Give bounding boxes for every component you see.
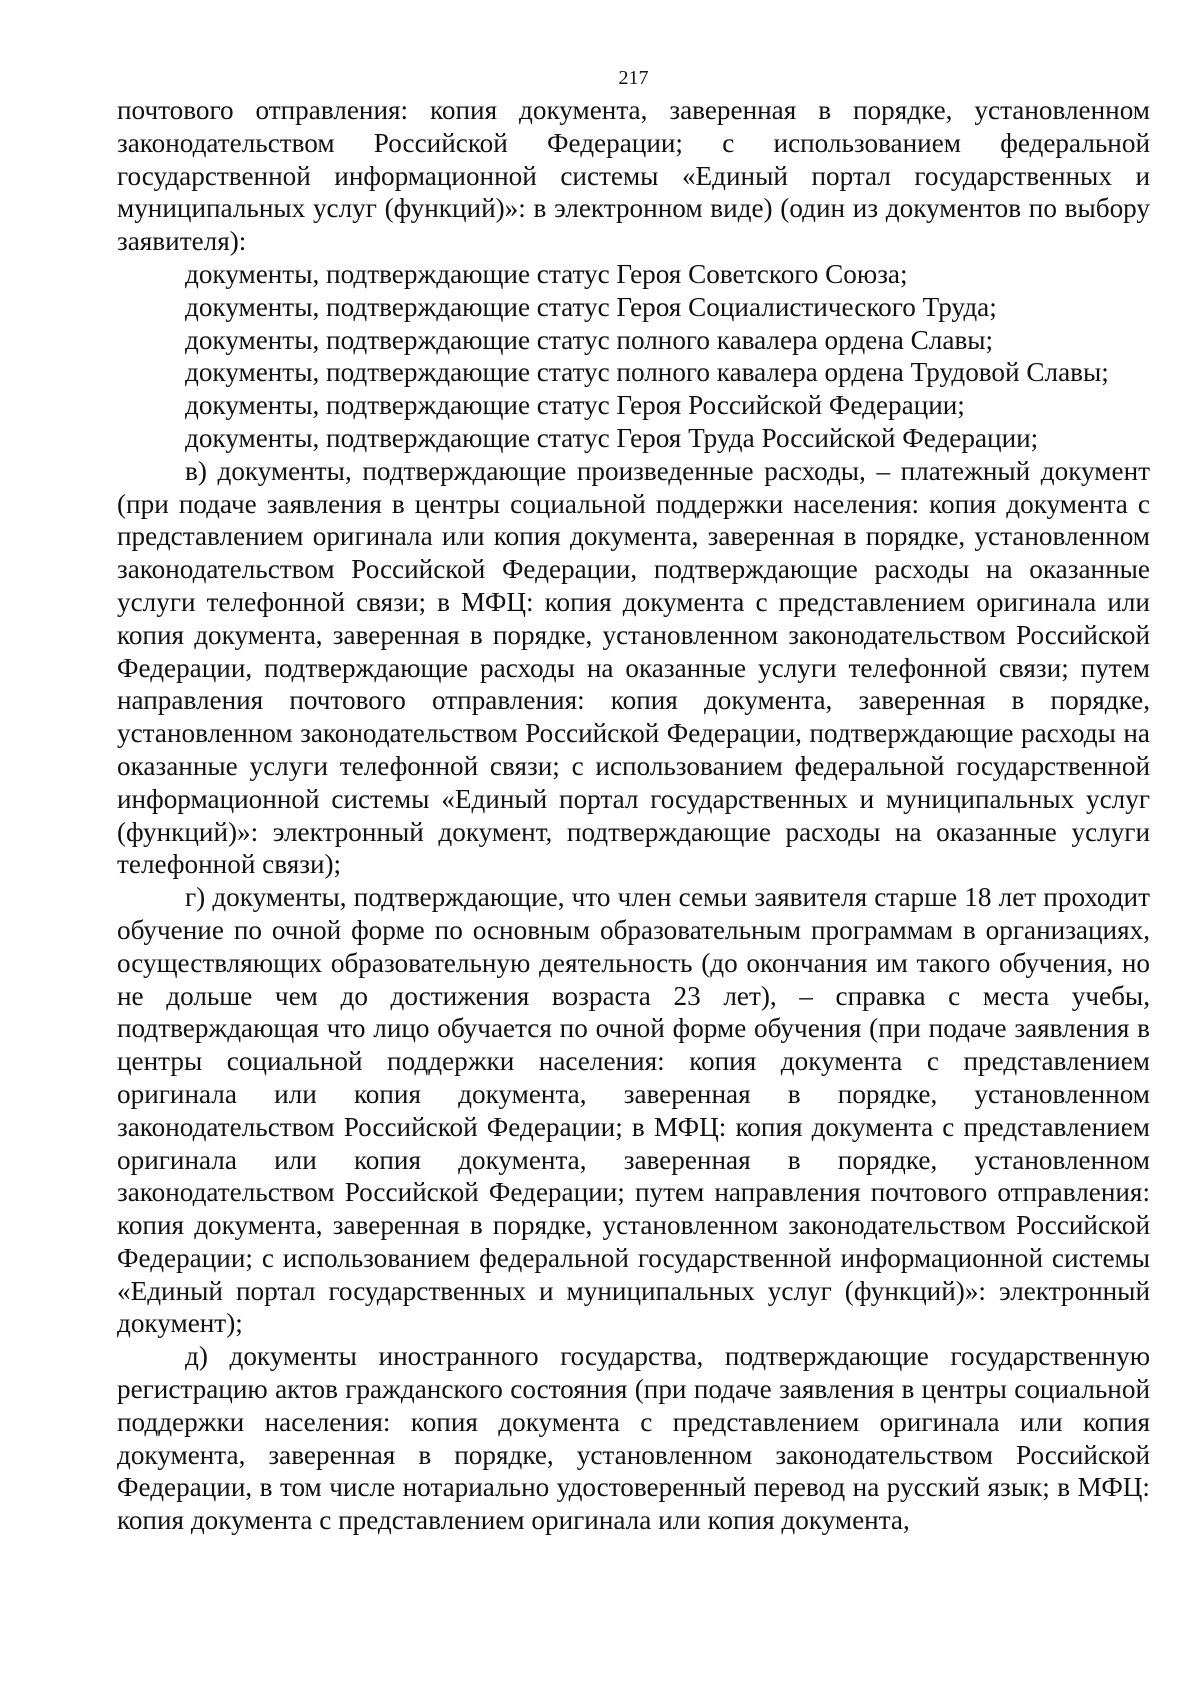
list-item-hero-of-labour: документы, подтверждающие статус Героя Труда Российской Федерации; bbox=[185, 422, 1039, 453]
list-item-order-of-glory: документы, подтверждающие статус полного кавалера ордена Славы; bbox=[185, 324, 994, 355]
list-item-hero-socialist-labour: документы, подтверждающие статус Героя Социалистического Труда; bbox=[185, 291, 997, 322]
page-number: 217 bbox=[618, 67, 649, 89]
list-item-order-of-labour-glory: документы, подтверждающие статус полного кавалера ордена Трудовой Славы; bbox=[185, 357, 1109, 388]
list-item-hero-russian-federation: документы, подтверждающие статус Героя Российской Федерации; bbox=[185, 390, 965, 421]
paragraph-item-v: в) документы, подтверждающие произведенные расходы, – платежный документ (при подаче заявления в центры социальной поддержки населения: копия документа с представлением оригинала или копия документа, заверенная в порядке, установленном законодательством Российской Федерации, подтверждающие расходы на оказанные услуги телефонной связи; в МФЦ: копия документа с представлением оригинала или копия документа, заверенная в порядке, установленном законодательством Российской Федерации, подтверждающие расходы на оказанные услуги телефонной связи; путем направления почтового отправления: копия документа, заверенная в порядке, установленном законодательством Российской Федерации, подтверждающие расходы на оказанные услуги телефонной связи; с использованием федеральной государственной информационной системы «Единый портал государственных и муниципальных услуг (функций)»: электронный документ, подтверждающие расходы на оказанные услуги телефонной связи); bbox=[117, 455, 1150, 880]
paragraph-item-d: д) документы иностранного государства, подтверждающие государственную регистрацию актов гражданского состояния (при подаче заявления в центры социальной поддержки населения: копия документа с представлением оригинала или копия документа, заверенная в порядке, установленном законодательством Российской Федерации, в том числе нотариально удостоверенный перевод на русский язык; в МФЦ: копия документа с представлением оригинала или копия документа, bbox=[117, 1341, 1150, 1536]
paragraph-continuation: почтового отправления: копия документа, заверенная в порядке, установленном законодательством Российской Федерации; с использованием федеральной государственной информационной системы «Единый портал государственных и муниципальных услуг (функций)»: в электронном виде) (один из документов по выбору заявителя): bbox=[117, 95, 1150, 257]
paragraph-item-g: г) документы, подтверждающие, что член семьи заявителя старше 18 лет проходит обучение по очной форме по основным образовательным программам в организациях, осуществляющих образовательную деятельность (до окончания им такого обучения, но не дольше чем до достижения возраста 23 лет), – справка с места учебы, подтверждающая что лицо обучается по очной форме обучения (при подаче заявления в центры социальной поддержки населения: копия документа с представлением оригинала или копия документа, заверенная в порядке, установленном законодательством Российской Федерации; в МФЦ: копия документа с представлением оригинала или копия документа, заверенная в порядке, установленном законодательством Российской Федерации; путем направления почтового отправления: копия документа, заверенная в порядке, установленном законодательством Российской Федерации; с использованием федеральной государственной информационной системы «Единый портал государственных и муниципальных услуг (функций)»: электронный документ); bbox=[117, 882, 1150, 1339]
list-item-hero-soviet-union: документы, подтверждающие статус Героя Советского Союза; bbox=[185, 258, 908, 289]
document-page bbox=[117, 64, 1150, 1537]
